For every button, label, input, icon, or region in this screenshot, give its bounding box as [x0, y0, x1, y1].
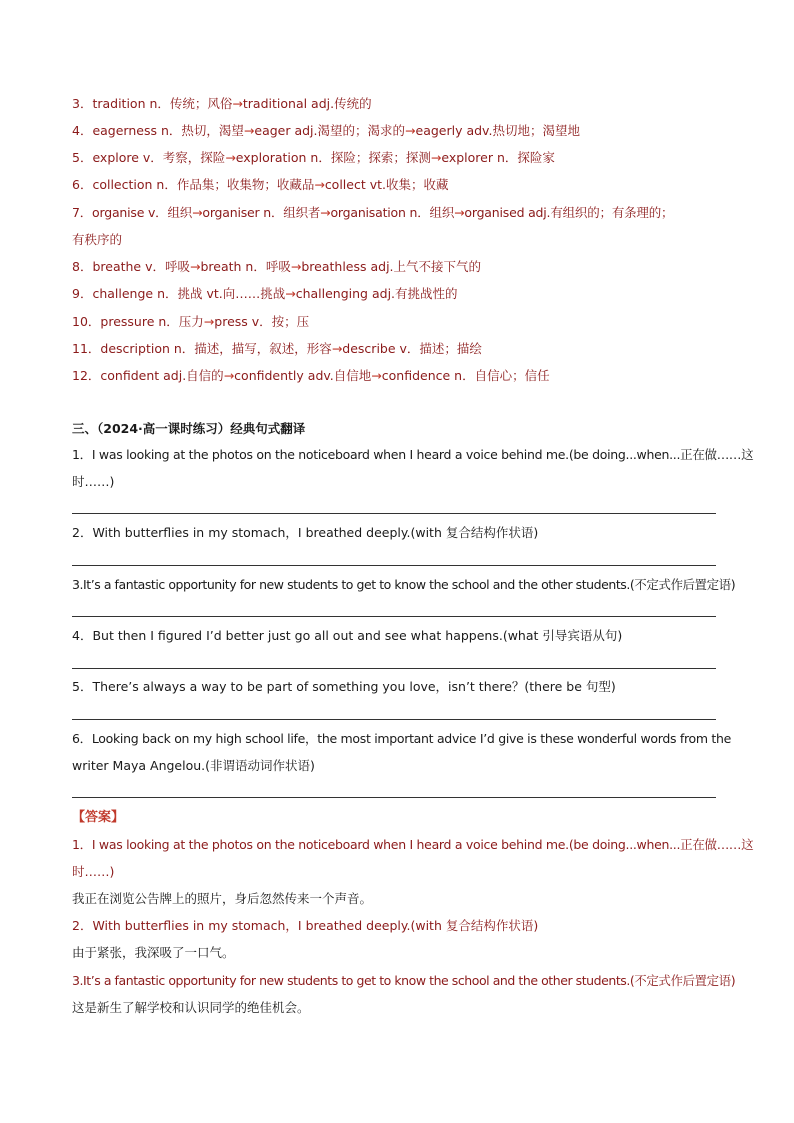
arrow-icon: →: [192, 205, 203, 220]
vocab-text: 6．collection n．作品集；收集物；收藏品: [72, 177, 315, 192]
vocab-text: 8．breathe v．呼吸: [72, 259, 190, 274]
vocab-text: 5．explore v．考察，探险: [72, 150, 226, 165]
vocab-text: 4．eagerness n．热切，渴望: [72, 123, 244, 138]
question-5: 5．There’s always a way to be part of something you love，isn’t there？(there be 句型): [72, 679, 616, 694]
vocab-item-12: [72, 367, 550, 385]
answer-line[interactable]: [72, 513, 716, 514]
arrow-icon: →: [405, 123, 416, 138]
vocab-text: breathless adj.上气不接下气的: [301, 259, 482, 274]
arrow-icon: →: [320, 205, 331, 220]
vocab-text: 10．pressure n．压力: [72, 314, 204, 329]
vocab-text: exploration n．探险；探索；探测: [235, 150, 431, 165]
vocab-text: 7．organise v．组织: [72, 205, 193, 220]
vocab-text: breath n．呼吸: [200, 259, 291, 274]
arrow-icon: →: [331, 341, 343, 356]
vocab-text: eager adj.渴望的；渴求的: [254, 123, 406, 138]
answer-1-translation: 我正在浏览公告牌上的照片，身后忽然传来一个声音。: [72, 891, 373, 906]
arrow-icon: →: [314, 177, 325, 192]
question-1-line2: 时……): [72, 474, 115, 489]
vocab-item-9: [72, 285, 458, 303]
arrow-icon: →: [243, 123, 255, 138]
arrow-icon: →: [203, 314, 215, 329]
arrow-icon: →: [290, 259, 302, 274]
question-3: 3.It’s a fantastic opportunity for new students to get to know the school and the other students.(不定式作后置定语): [72, 577, 736, 592]
vocab-text: collect vt.收集；收藏: [324, 177, 449, 192]
question-1-line1: 1．I was looking at the photos on the noticeboard when I heard a voice behind me.(be doing...when...正在做……这: [72, 447, 754, 462]
vocab-item-7-cont: [72, 231, 122, 249]
vocab-item-6: [72, 176, 449, 194]
vocab-text: press v．按；压: [214, 314, 310, 329]
answer-line[interactable]: [72, 616, 716, 617]
vocab-text: organisation n．组织: [330, 205, 455, 220]
vocab-text: 9．challenge n．挑战 vt.向……挑战: [72, 286, 286, 301]
vocab-item-11: [72, 340, 482, 358]
section-title: 三、（2024·高一课时练习）经典句式翻译: [72, 421, 306, 436]
vocab-item-7: [72, 204, 673, 222]
answer-line[interactable]: [72, 668, 716, 669]
arrow-icon: →: [371, 368, 382, 383]
vocab-text: traditional adj.传统的: [242, 96, 372, 111]
vocab-text: eagerly adv.热切地；渴望地: [415, 123, 580, 138]
vocab-item-8: [72, 258, 481, 276]
vocab-text: confidence n．自信心；信任: [381, 368, 550, 383]
answer-1-question-line2: 时……): [72, 864, 115, 879]
answer-line[interactable]: [72, 565, 716, 566]
answer-2-translation: 由于紧张，我深吸了一口气。: [72, 945, 235, 960]
question-2: 2．With butterflies in my stomach，I breathed deeply.(with 复合结构作状语): [72, 525, 539, 540]
vocab-item-3: [72, 95, 372, 113]
arrow-icon: →: [190, 259, 201, 274]
vocab-text: describe v．描述；描绘: [342, 341, 482, 356]
vocab-text: explorer n．探险家: [441, 150, 555, 165]
arrow-icon: →: [223, 368, 235, 383]
arrow-icon: →: [232, 96, 243, 111]
question-6-line2: writer Maya Angelou.(非谓语动词作状语): [72, 758, 315, 773]
answer-label: 【答案】: [72, 810, 125, 825]
question-6-line1: 6．Looking back on my high school life，the most important advice I’d give is these wonderful words from the: [72, 731, 732, 746]
vocab-text: organised adj.有组织的；有条理的；: [464, 205, 674, 220]
arrow-icon: →: [285, 286, 296, 301]
arrow-icon: →: [454, 205, 465, 220]
answer-2-question: 2．With butterflies in my stomach，I breathed deeply.(with 复合结构作状语): [72, 918, 539, 933]
vocab-text: challenging adj.有挑战性的: [295, 286, 458, 301]
vocab-text: 11．description n．描述，描写，叙述，形容: [72, 341, 332, 356]
vocab-text: 有秩序的: [72, 232, 123, 247]
answer-line[interactable]: [72, 719, 716, 720]
vocab-text: organiser n．组织者: [202, 205, 321, 220]
arrow-icon: →: [430, 150, 442, 165]
vocab-text: 3．tradition n．传统；风俗: [72, 96, 233, 111]
vocab-item-4: [72, 122, 580, 140]
vocab-text: confidently adv.自信地: [234, 368, 372, 383]
answer-line[interactable]: [72, 797, 716, 798]
answer-3-question: 3.It’s a fantastic opportunity for new students to get to know the school and the other students.(不定式作后置定语): [72, 973, 736, 988]
answer-3-translation: 这是新生了解学校和认识同学的绝佳机会。: [72, 1000, 310, 1015]
answer-1-question-line1: 1．I was looking at the photos on the noticeboard when I heard a voice behind me.(be doing...when...正在做……这: [72, 837, 754, 852]
vocab-text: 12．confident adj.自信的: [72, 368, 224, 383]
arrow-icon: →: [225, 150, 236, 165]
vocab-item-5: [72, 149, 555, 167]
question-4: 4．But then I figured I’d better just go all out and see what happens.(what 引导宾语从句): [72, 628, 623, 643]
vocab-item-10: [72, 313, 309, 331]
